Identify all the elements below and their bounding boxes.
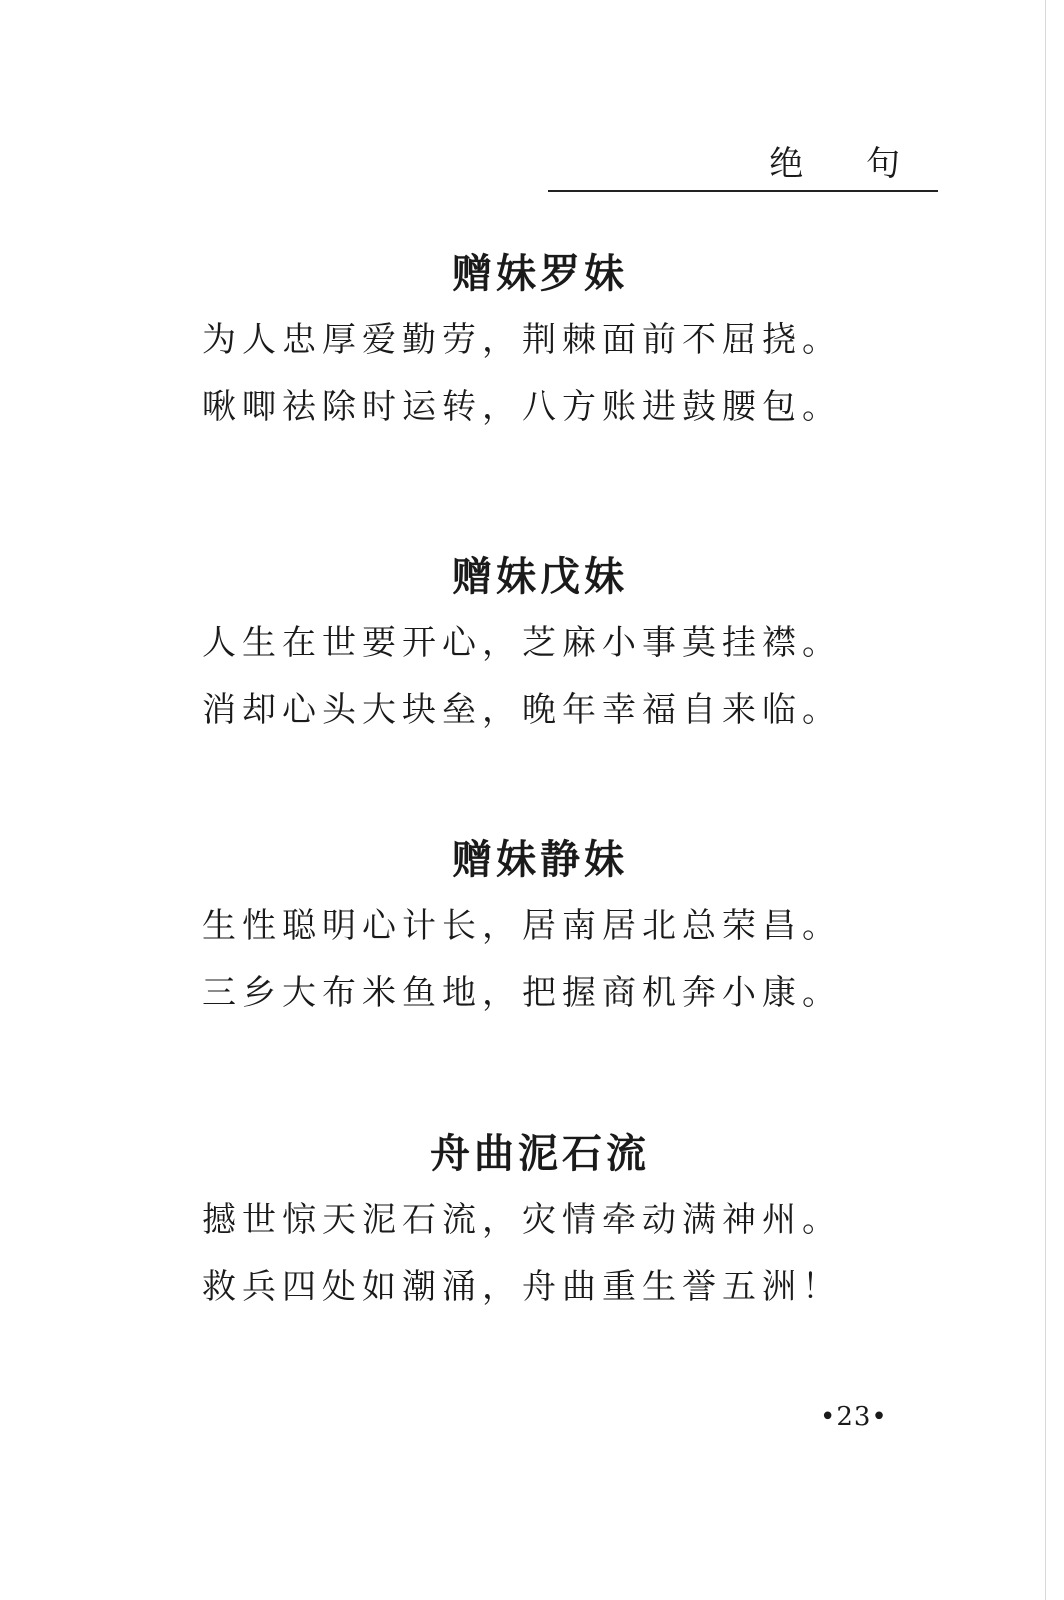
- page-edge: [1045, 0, 1046, 1600]
- poem-title: 舟曲泥石流: [430, 1131, 650, 1177]
- page-number: •23•: [820, 1402, 888, 1432]
- poem-line: 人生在世要开心，芝麻小事莫挂襟。: [202, 623, 842, 663]
- poem-line: 撼世惊天泥石流，灾情牵动满神州。: [202, 1200, 842, 1240]
- poem: [150, 553, 930, 730]
- poem: [150, 1130, 930, 1307]
- poem-line: 生性聪明心计长，居南居北总荣昌。: [202, 906, 842, 946]
- poem-title: 赠妹戊妹: [452, 554, 628, 600]
- poem-title: 赠妹静妹: [452, 837, 628, 883]
- section-title: 绝 句: [769, 144, 926, 184]
- running-header: [548, 140, 938, 192]
- poem: [150, 250, 930, 427]
- poem-line: 为人忠厚爱勤劳，荆棘面前不屈挠。: [202, 320, 842, 360]
- header-rule: [548, 190, 938, 192]
- poem-line: 啾唧祛除时运转，八方账进鼓腰包。: [202, 387, 842, 427]
- poem-line: 三乡大布米鱼地，把握商机奔小康。: [202, 973, 842, 1013]
- poem: [150, 836, 930, 1013]
- poem-line: 消却心头大块垒，晚年幸福自来临。: [202, 690, 842, 730]
- poem-line: 救兵四处如潮涌，舟曲重生誉五洲！: [202, 1267, 842, 1307]
- poem-title: 赠妹罗妹: [452, 251, 628, 297]
